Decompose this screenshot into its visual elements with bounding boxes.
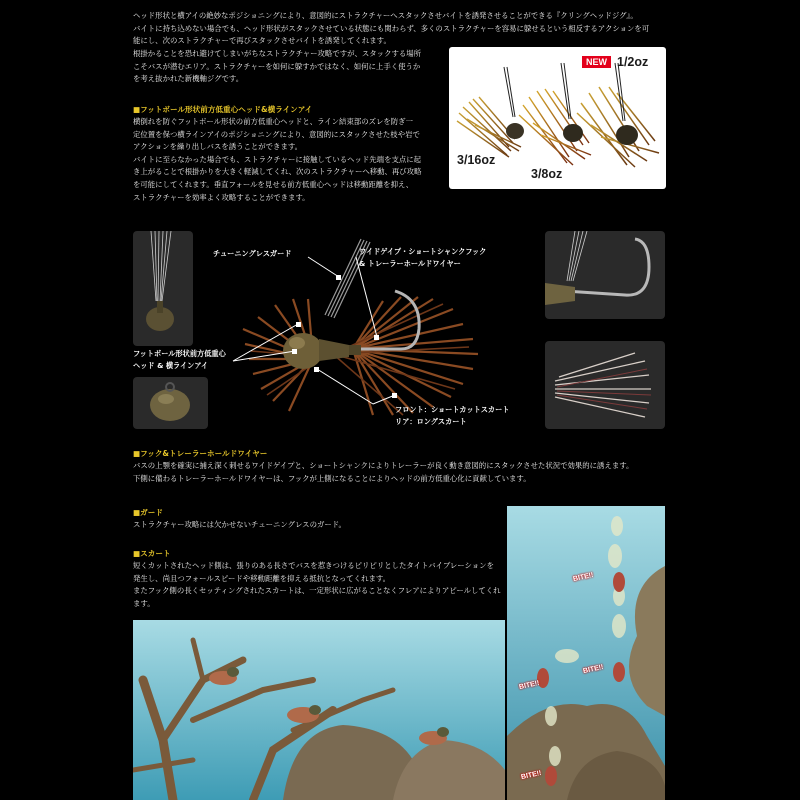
intro-line: 根掛かることを恐れ避けてしまいがちなストラクチャー攻略ですが、スタックする場所	[133, 49, 422, 58]
section-heading: ■ガード	[133, 508, 163, 517]
callout-skirt-line2: リア：ロングスカート	[395, 417, 467, 426]
callout-skirt-line1: フロント：ショートカットスカート	[395, 405, 510, 414]
jig-3-16oz	[457, 67, 524, 157]
section-football-head	[133, 104, 445, 204]
section-line: 短くカットされたヘッド側は、張りのある長さでバスを惹きつけるピリピリとしたタイトバイブレーションを	[133, 561, 494, 570]
section-heading: ■フットボール形状前方低重心ヘッド&横ラインアイ	[133, 105, 313, 114]
section-line: バスの上顎を確実に捕え深く刺せるワイドゲイプと、ショートシャンクによりトレーラーが良く動き意図的にスタックさせた状況で効果的に誘えます。	[133, 461, 634, 470]
callout-hook-line2: & トレーラーホールドワイヤー	[359, 259, 461, 268]
bite-label: BITE!!	[520, 769, 543, 782]
underwater-scene-rocks	[507, 506, 665, 800]
jig-1-2oz	[577, 63, 659, 167]
section-line: アクションを繰り出しバスを誘うことができます。	[133, 142, 303, 152]
intro-line: を考え抜かれた新機軸ジグです。	[133, 74, 244, 84]
bite-label: BITE!!	[518, 679, 541, 692]
callout-head-line2: ヘッド & 横ラインアイ	[133, 361, 209, 370]
section-guard	[133, 507, 503, 532]
new-badge: NEW	[582, 56, 611, 68]
weight-label-1-2oz: 1/2oz	[617, 55, 649, 69]
section-line: 定位置を保つ横ラインアイのポジショニングにより、意図的にスタックさせた枝や岩で	[133, 129, 420, 139]
section-hook	[133, 448, 668, 485]
intro-line: こそバスが潜むエリア。ストラクチャーを如何に躱すかではなく、如何に上手く使うか	[133, 61, 421, 71]
section-skirt	[133, 548, 505, 610]
section-heading: ■フック&トレーラーホールドワイヤー	[133, 449, 268, 458]
section-heading: ■スカート	[133, 549, 171, 558]
section-line: ストラクチャーを効率よく攻略することができます。	[133, 192, 310, 202]
section-line: バイトに至らなかった場合でも、ストラクチャーに接触しているヘッド先端を支点に起	[133, 154, 422, 164]
callout-head-line1: フットボール形状前方低重心	[133, 349, 226, 358]
section-line: 下側に備わるトレーラーホールドワイヤーは、フックが上側になることによりヘッドの前方低重心化に貢献しています。	[133, 473, 531, 483]
weight-label-3-8oz: 3/8oz	[531, 167, 563, 181]
section-line: またフック側の長くセッティングされたスカートは、一定形状に広がることなくフレアによりアピールしてくれます。	[133, 586, 501, 608]
section-line: を可能にしてくれます。垂直フォールを見せる前方低重心ヘッドは移動距離を抑え、	[133, 179, 414, 189]
product-image-panel	[449, 47, 666, 189]
photo-hook-detail	[545, 231, 665, 319]
section-line: き上がることで根掛かりを大きく軽減してくれ、次のストラクチャーへ移動、再び攻略	[133, 167, 422, 177]
jig-3-8oz	[519, 63, 591, 165]
jig-diagram	[133, 229, 545, 429]
photo-skirt-detail	[545, 341, 665, 429]
section-line: 発生し、尚且つフォールスピードや移動距離を抑える抵抗となってくれます。	[133, 573, 391, 583]
intro-line: 能にし、次のストラクチャーで再びスタックさせバイトを誘発してくれます。	[133, 36, 391, 46]
section-line: 横倒れを防ぐフットボール形状の前方低重心ヘッドと、ライン結束部のズレを防ぎ一	[133, 117, 413, 126]
underwater-scene-branches	[133, 620, 505, 800]
intro-line: バイトに持ち込めない場合でも、ヘッド形状がスタックさせている状態にも関わらず、多くのストラクチャーを容易に躱せるという相反するアクションを可	[133, 23, 650, 33]
bite-label: BITE!!	[572, 571, 595, 584]
intro-text	[133, 10, 663, 48]
intro-line: ヘッド形状と横アイの絶妙なポジショニングにより、意図的にストラクチャーへスタックさせバイトを誘発させることができる『クリングヘッドジグ』。	[133, 11, 638, 20]
section-line: ストラクチャー攻略には欠かせないチューニングレスのガード。	[133, 520, 346, 529]
weight-label-3-16oz: 3/16oz	[457, 153, 496, 167]
callout-hook-line1: ワイドゲイプ・ショートシャンクフック	[359, 247, 487, 256]
intro-text-continued	[133, 48, 445, 86]
bite-label: BITE!!	[582, 663, 605, 676]
callout-guard: チューニングレスガード	[213, 249, 292, 258]
